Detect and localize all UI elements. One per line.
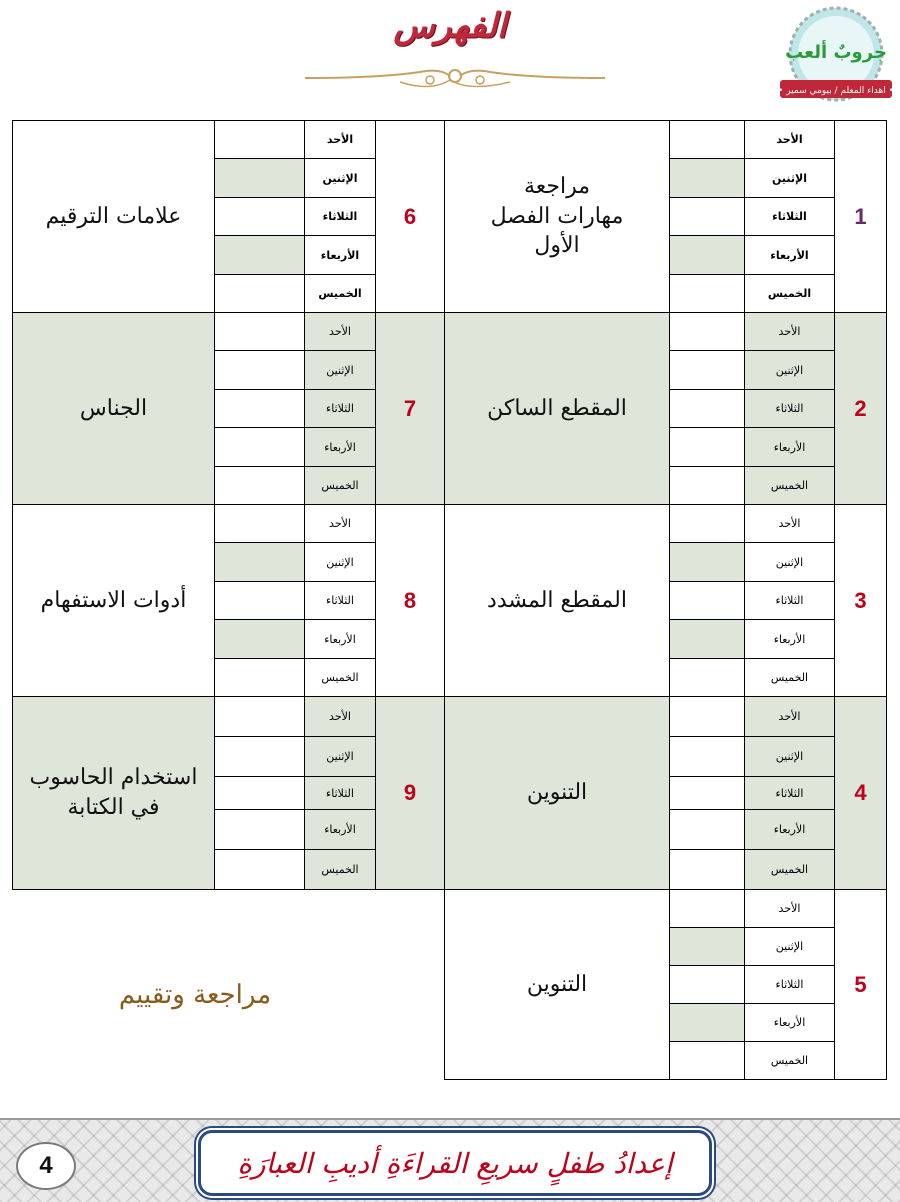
day-label: الأربعاء — [745, 428, 835, 467]
day-label: الأربعاء — [305, 810, 376, 850]
day-label: الأربعاء — [745, 620, 835, 659]
lesson-number: 5 — [835, 890, 887, 1080]
lesson-topic: المقطع الساكن — [445, 313, 670, 505]
day-label: الأحد — [305, 697, 376, 737]
lesson-topic: علامات الترقيم — [13, 121, 215, 313]
day-label: الخميس — [745, 275, 835, 313]
date-cell — [215, 737, 305, 777]
day-label: الخميس — [745, 467, 835, 505]
lesson-number: 2 — [835, 313, 887, 505]
table-row — [445, 121, 887, 159]
date-cell — [670, 236, 745, 275]
date-cell — [215, 659, 305, 697]
day-label: الإثنين — [745, 928, 835, 966]
date-cell — [215, 236, 305, 275]
date-cell — [670, 121, 745, 159]
day-label: الثلاثاء — [745, 390, 835, 428]
date-cell — [670, 697, 745, 737]
date-cell — [215, 697, 305, 737]
date-cell — [670, 351, 745, 390]
date-cell — [670, 543, 745, 582]
date-cell — [670, 275, 745, 313]
day-label: الأحد — [305, 313, 376, 351]
date-cell — [215, 121, 305, 159]
lesson-number: 8 — [376, 505, 445, 697]
day-label: الخميس — [745, 1042, 835, 1080]
date-cell — [215, 850, 305, 890]
date-cell — [215, 777, 305, 810]
date-cell — [215, 467, 305, 505]
lesson-topic: استخدام الحاسوب في الكتابة — [13, 697, 215, 890]
date-cell — [670, 313, 745, 351]
logo-badge — [776, 4, 896, 114]
date-cell — [215, 159, 305, 198]
table-row — [445, 313, 887, 351]
table-row — [13, 505, 445, 543]
date-cell — [670, 659, 745, 697]
date-cell — [215, 275, 305, 313]
date-cell — [670, 390, 745, 428]
ornament-divider — [300, 62, 610, 94]
review-label: مراجعة وتقييم — [118, 980, 272, 1010]
date-cell — [670, 428, 745, 467]
date-cell — [670, 777, 745, 810]
lesson-number: 9 — [376, 697, 445, 890]
date-cell — [670, 928, 745, 966]
page-number: 4 — [16, 1142, 76, 1190]
logo-ribbon-text: • اهداء المعلم / بيومي سمير • — [778, 86, 894, 96]
lesson-topic: التنوين — [445, 890, 670, 1080]
table-row — [445, 505, 887, 543]
day-label: الأحد — [745, 121, 835, 159]
day-label: الأربعاء — [745, 810, 835, 850]
day-label: الأحد — [745, 313, 835, 351]
footer-banner: إعدادُ طفلٍ سريعِ القراءَةِ أديبِ العبارَةِ — [198, 1130, 712, 1196]
day-label: الأحد — [745, 697, 835, 737]
date-cell — [215, 810, 305, 850]
day-label: الإثنين — [745, 737, 835, 777]
date-cell — [215, 198, 305, 236]
lesson-topic: مراجعة مهارات الفصل الأول — [445, 121, 670, 313]
date-cell — [670, 198, 745, 236]
date-cell — [670, 966, 745, 1004]
date-cell — [215, 620, 305, 659]
day-label: الخميس — [305, 467, 376, 505]
date-cell — [215, 543, 305, 582]
day-label: الثلاثاء — [745, 966, 835, 1004]
lesson-topic: أدوات الاستفهام — [13, 505, 215, 697]
date-cell — [215, 351, 305, 390]
date-cell — [670, 737, 745, 777]
table-row — [13, 121, 445, 159]
day-label: الثلاثاء — [745, 777, 835, 810]
date-cell — [670, 159, 745, 198]
day-label: الخميس — [305, 275, 376, 313]
lesson-topic: التنوين — [445, 697, 670, 890]
logo-text: جروبٌ ألعب — [785, 42, 887, 63]
date-cell — [670, 890, 745, 928]
index-table-left — [12, 120, 445, 890]
day-label: الإثنين — [745, 543, 835, 582]
day-label: الخميس — [745, 850, 835, 890]
date-cell — [670, 467, 745, 505]
day-label: الثلاثاء — [305, 777, 376, 810]
date-cell — [215, 505, 305, 543]
day-label: الخميس — [305, 659, 376, 697]
lesson-topic: المقطع المشدد — [445, 505, 670, 697]
date-cell — [215, 428, 305, 467]
date-cell — [670, 1042, 745, 1080]
day-label: الخميس — [305, 850, 376, 890]
date-cell — [215, 313, 305, 351]
day-label: الإثنين — [745, 159, 835, 198]
page-title: الفهرس — [393, 6, 507, 46]
date-cell — [215, 390, 305, 428]
table-row — [13, 313, 445, 351]
date-cell — [670, 850, 745, 890]
day-label: الخميس — [745, 659, 835, 697]
date-cell — [215, 582, 305, 620]
lesson-number: 3 — [835, 505, 887, 697]
lesson-number: 1 — [835, 121, 887, 313]
index-table-right — [444, 120, 887, 1080]
day-label: الإثنين — [305, 351, 376, 390]
table-row — [445, 890, 887, 928]
day-label: الأربعاء — [305, 428, 376, 467]
day-label: الثلاثاء — [745, 582, 835, 620]
day-label: الأربعاء — [305, 236, 376, 275]
day-label: الإثنين — [305, 543, 376, 582]
day-label: الأحد — [745, 505, 835, 543]
day-label: الأحد — [305, 505, 376, 543]
day-label: الأحد — [745, 890, 835, 928]
day-label: الإثنين — [745, 351, 835, 390]
date-cell — [670, 620, 745, 659]
day-label: الإثنين — [305, 159, 376, 198]
date-cell — [670, 505, 745, 543]
day-label: الثلاثاء — [305, 390, 376, 428]
date-cell — [670, 1004, 745, 1042]
table-row — [445, 697, 887, 737]
day-label: الثلاثاء — [745, 198, 835, 236]
day-label: الإثنين — [305, 737, 376, 777]
day-label: الثلاثاء — [305, 198, 376, 236]
day-label: الأربعاء — [745, 1004, 835, 1042]
day-label: الأربعاء — [305, 620, 376, 659]
date-cell — [670, 582, 745, 620]
table-row — [13, 697, 445, 737]
day-label: الأربعاء — [745, 236, 835, 275]
day-label: الثلاثاء — [305, 582, 376, 620]
lesson-number: 6 — [376, 121, 445, 313]
date-cell — [670, 810, 745, 850]
lesson-topic: الجناس — [13, 313, 215, 505]
lesson-number: 4 — [835, 697, 887, 890]
day-label: الأحد — [305, 121, 376, 159]
lesson-number: 7 — [376, 313, 445, 505]
